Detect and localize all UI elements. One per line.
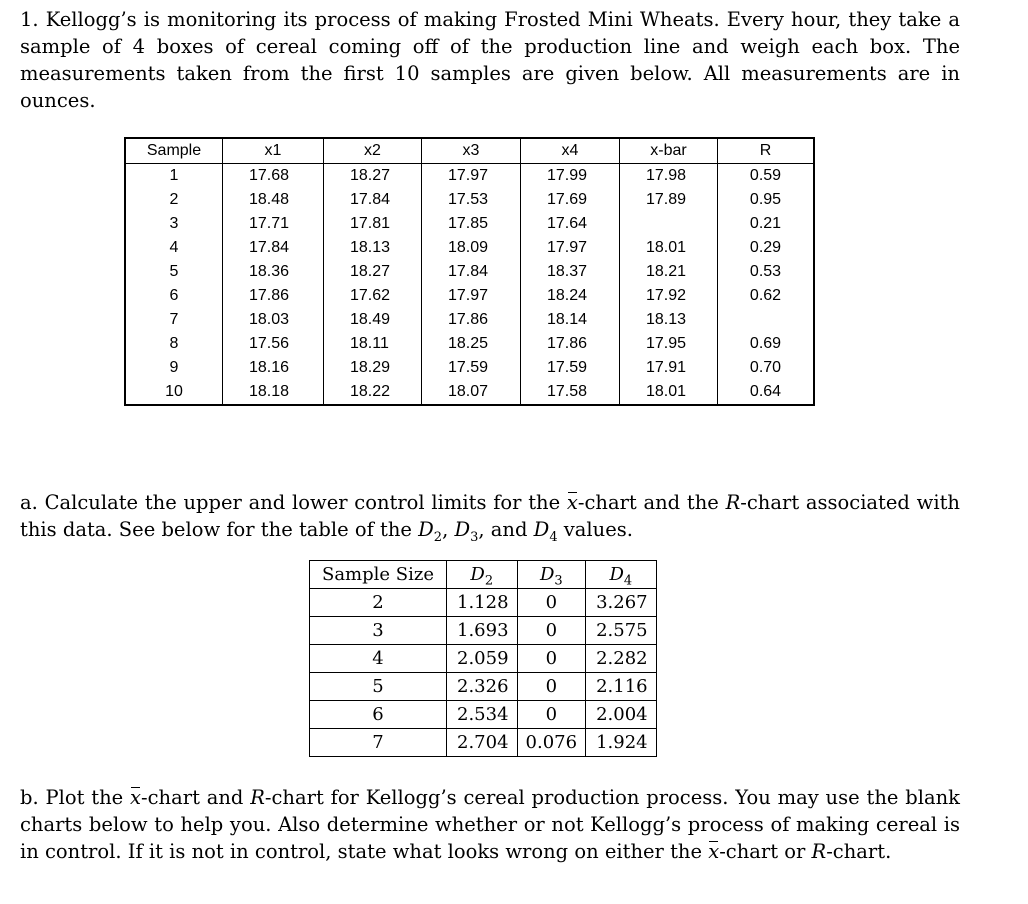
d-cell-sample-size: 7 — [310, 729, 447, 757]
cell-xbar: 18.01 — [620, 380, 718, 405]
cell-x3: 17.97 — [422, 164, 521, 189]
d-cell-d3: 0 — [517, 589, 586, 617]
cell-x3: 17.86 — [422, 308, 521, 332]
cell-r — [718, 308, 815, 332]
table-row — [125, 236, 814, 260]
cell-xbar: 18.13 — [620, 308, 718, 332]
table-row — [125, 380, 814, 405]
cell-x1: 17.56 — [223, 332, 324, 356]
d-table-row — [310, 645, 657, 673]
col-header-sample: Sample — [125, 138, 223, 164]
cell-x4: 17.59 — [521, 356, 620, 380]
d-cell-sample-size: 4 — [310, 645, 447, 673]
cell-x2: 18.27 — [324, 260, 422, 284]
cell-x3: 17.97 — [422, 284, 521, 308]
d-table-row — [310, 589, 657, 617]
d-cell-sample-size: 3 — [310, 617, 447, 645]
cell-x3: 18.07 — [422, 380, 521, 405]
table-body — [125, 164, 814, 406]
cell-x3: 17.53 — [422, 188, 521, 212]
table-row — [125, 212, 814, 236]
d-cell-d2: 2.326 — [447, 673, 518, 701]
table-row — [125, 356, 814, 380]
col-header-r: R — [718, 138, 815, 164]
cell-x2: 17.62 — [324, 284, 422, 308]
d-cell-sample-size: 6 — [310, 701, 447, 729]
d-col-header-sample-size: Sample Size — [310, 561, 447, 589]
col-header-x4: x4 — [521, 138, 620, 164]
d-cell-d3: 0 — [517, 617, 586, 645]
cell-x1: 17.86 — [223, 284, 324, 308]
cell-x4: 18.24 — [521, 284, 620, 308]
d-cell-d3: 0 — [517, 645, 586, 673]
d-cell-d2: 2.534 — [447, 701, 518, 729]
cell-x4: 17.64 — [521, 212, 620, 236]
d-cell-d2: 2.704 — [447, 729, 518, 757]
cell-r: 0.21 — [718, 212, 815, 236]
sample-data-table — [124, 137, 815, 406]
cell-x2: 18.11 — [324, 332, 422, 356]
cell-x1: 17.84 — [223, 236, 324, 260]
cell-sample: 6 — [125, 284, 223, 308]
d-col-header-d2: $D_2$ — [447, 561, 518, 589]
d-cell-d3: 0 — [517, 673, 586, 701]
cell-x1: 18.16 — [223, 356, 324, 380]
cell-xbar: 18.21 — [620, 260, 718, 284]
d-col-header-d4: $D_4$ — [586, 561, 657, 589]
cell-x4: 18.37 — [521, 260, 620, 284]
d-table-row — [310, 673, 657, 701]
cell-x2: 18.13 — [324, 236, 422, 260]
cell-sample: 1 — [125, 164, 223, 189]
d-values-table — [309, 560, 657, 757]
cell-x1: 17.71 — [223, 212, 324, 236]
question-1-text: 1. Kellogg’s is monitoring its process of making Frosted Mini Wheats. Every hour, they take a sample of 4 boxes of cereal coming off of the production line and weigh each box. The measurements taken from the first 10 samples are given below. All measurements are in ounces. — [20, 8, 960, 112]
d-table-body — [310, 589, 657, 757]
cell-sample: 10 — [125, 380, 223, 405]
cell-sample: 4 — [125, 236, 223, 260]
d-cell-d4: 3.267 — [586, 589, 657, 617]
cell-x2: 18.49 — [324, 308, 422, 332]
d-cell-d4: 2.004 — [586, 701, 657, 729]
table-row — [125, 308, 814, 332]
cell-x2: 17.84 — [324, 188, 422, 212]
cell-x3: 18.09 — [422, 236, 521, 260]
d-cell-d4: 1.924 — [586, 729, 657, 757]
col-header-x1: x1 — [223, 138, 324, 164]
cell-sample: 8 — [125, 332, 223, 356]
cell-x3: 17.84 — [422, 260, 521, 284]
cell-r: 0.95 — [718, 188, 815, 212]
table-row — [125, 260, 814, 284]
cell-x1: 17.68 — [223, 164, 324, 189]
cell-x3: 18.25 — [422, 332, 521, 356]
col-header-xbar: x-bar — [620, 138, 718, 164]
cell-xbar: 17.91 — [620, 356, 718, 380]
table-row — [125, 332, 814, 356]
cell-xbar: 17.95 — [620, 332, 718, 356]
d-col-header-d3: $D_3$ — [517, 561, 586, 589]
cell-r: 0.59 — [718, 164, 815, 189]
cell-r: 0.53 — [718, 260, 815, 284]
cell-x1: 18.36 — [223, 260, 324, 284]
cell-xbar: 17.98 — [620, 164, 718, 189]
cell-xbar: 17.89 — [620, 188, 718, 212]
cell-x2: 18.27 — [324, 164, 422, 189]
table-row — [125, 188, 814, 212]
cell-x1: 18.18 — [223, 380, 324, 405]
cell-sample: 7 — [125, 308, 223, 332]
part-b-text: b. Plot the x-chart and R-chart for Kellogg’s cereal production process. You may use the blank charts below to help you. Also determine whether or not Kellogg’s process of making cereal is in control. If it is not in control, state what looks wrong on either the x-chart or R-chart. — [20, 786, 960, 863]
table-row — [125, 164, 814, 189]
d-cell-d4: 2.116 — [586, 673, 657, 701]
d-table-row — [310, 701, 657, 729]
d-cell-sample-size: 5 — [310, 673, 447, 701]
cell-x4: 17.58 — [521, 380, 620, 405]
cell-r: 0.64 — [718, 380, 815, 405]
cell-xbar — [620, 212, 718, 236]
cell-sample: 3 — [125, 212, 223, 236]
d-cell-d2: 1.128 — [447, 589, 518, 617]
cell-r: 0.70 — [718, 356, 815, 380]
cell-x3: 17.59 — [422, 356, 521, 380]
table-header-row — [125, 138, 814, 164]
cell-r: 0.62 — [718, 284, 815, 308]
cell-r: 0.69 — [718, 332, 815, 356]
cell-x4: 17.99 — [521, 164, 620, 189]
cell-sample: 9 — [125, 356, 223, 380]
cell-x2: 18.29 — [324, 356, 422, 380]
cell-x4: 18.14 — [521, 308, 620, 332]
cell-x2: 17.81 — [324, 212, 422, 236]
cell-xbar: 17.92 — [620, 284, 718, 308]
cell-sample: 5 — [125, 260, 223, 284]
d-cell-d4: 2.282 — [586, 645, 657, 673]
table-row — [125, 284, 814, 308]
d-cell-d2: 2.059 — [447, 645, 518, 673]
d-cell-d3: 0.076 — [517, 729, 586, 757]
cell-x1: 18.03 — [223, 308, 324, 332]
col-header-x2: x2 — [324, 138, 422, 164]
cell-x4: 17.86 — [521, 332, 620, 356]
d-cell-d2: 1.693 — [447, 617, 518, 645]
cell-r: 0.29 — [718, 236, 815, 260]
d-cell-d4: 2.575 — [586, 617, 657, 645]
cell-x1: 18.48 — [223, 188, 324, 212]
cell-x4: 17.97 — [521, 236, 620, 260]
cell-sample: 2 — [125, 188, 223, 212]
d-cell-d3: 0 — [517, 701, 586, 729]
d-table-row — [310, 617, 657, 645]
cell-x3: 17.85 — [422, 212, 521, 236]
part-a-text: a. Calculate the upper and lower control limits for the x-chart and the R-chart associated with this data. See below for the table of the $D_2$, $D_3$, and $D_4$ values. — [20, 491, 960, 545]
d-cell-sample-size: 2 — [310, 589, 447, 617]
d-table-header-row — [310, 561, 657, 589]
col-header-x3: x3 — [422, 138, 521, 164]
d-table-row — [310, 729, 657, 757]
cell-x2: 18.22 — [324, 380, 422, 405]
cell-xbar: 18.01 — [620, 236, 718, 260]
cell-x4: 17.69 — [521, 188, 620, 212]
